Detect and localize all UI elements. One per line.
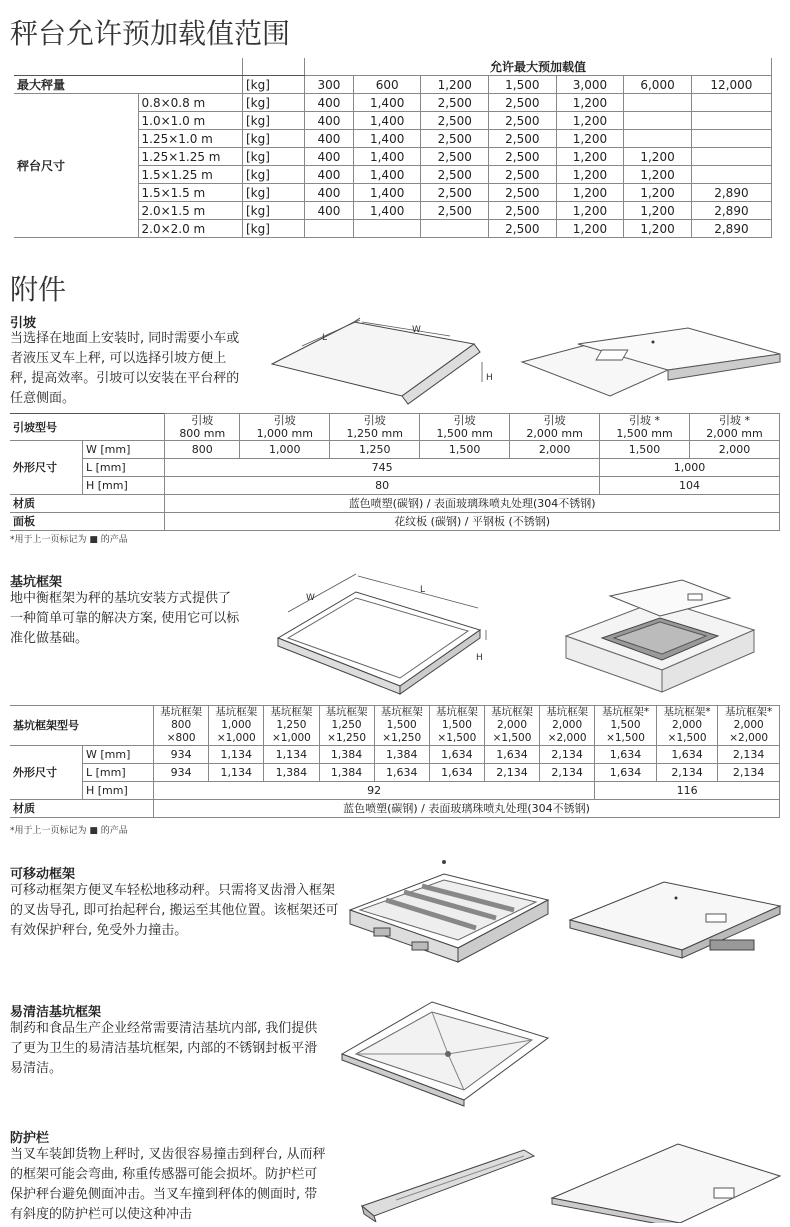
pit-l-cell: 2,134 (484, 764, 539, 782)
ramp-dim-label: 外形尺寸 (10, 441, 83, 495)
value-cell: 2,890 (691, 202, 771, 220)
preload-header: 允许最大预加载值 (305, 58, 772, 76)
pit-type-line: ×1,500 (667, 732, 707, 744)
pit-type-cell (718, 706, 780, 746)
value-cell: 400 (305, 148, 354, 166)
value-cell: 1,400 (353, 148, 421, 166)
mobile-desc: 可移动框架方便叉车轻松地移动秤。只需将叉齿滑入框架的叉齿导孔, 即可抬起秤台, 搬运至其他位置。该框架还可有效保护秤台, 免受外力撞击。 (10, 883, 339, 938)
ramp-type-cell (420, 414, 510, 441)
ramp-type-line: 1,250 mm (346, 427, 403, 440)
pit-l-cell: 1,634 (595, 764, 657, 782)
value-cell: 2,500 (489, 94, 557, 112)
preload-table (14, 58, 772, 238)
ramp-type-label: 引坡型号 (10, 414, 165, 441)
value-cell: 2,890 (691, 220, 771, 238)
value-cell: 1,200 (556, 94, 624, 112)
unit-cell: [kg] (243, 94, 305, 112)
ramp-material: 蓝色喷塑(碳钢) / 表面玻璃珠喷丸处理(304不锈钢) (165, 495, 780, 513)
mobile-frame-illustration (346, 858, 552, 976)
ramp-illustration (262, 316, 502, 408)
ramp-l-a: 745 (165, 459, 600, 477)
value-cell (305, 220, 354, 238)
pit-type-line: ×800 (166, 732, 196, 744)
pit-material-label: 材质 (10, 800, 154, 818)
pit-l-cell: 1,134 (209, 764, 264, 782)
value-cell: 2,500 (421, 184, 489, 202)
pit-installed-illustration (562, 578, 758, 694)
unit-cell: [kg] (243, 76, 305, 94)
ramp-w-cell: 1,500 (420, 441, 510, 459)
value-cell: 1,200 (624, 202, 692, 220)
pit-type-line: ×1,500 (437, 732, 477, 744)
value-cell: 1,200 (624, 184, 692, 202)
pit-w-cell: 1,634 (656, 746, 718, 764)
value-cell: 1,200 (556, 166, 624, 184)
pit-w-unit: W [mm] (83, 746, 154, 764)
ramp-title: 引坡 (10, 316, 37, 331)
value-cell: 400 (305, 202, 354, 220)
value-cell (691, 112, 771, 130)
value-cell: 1,200 (556, 112, 624, 130)
preload-table-wrap (14, 58, 772, 238)
value-cell: 2,500 (421, 130, 489, 148)
value-cell (691, 166, 771, 184)
pit-note: *用于上一页标记为 ■ 的产品 (10, 826, 128, 836)
size-cell: 1.25×1.25 m (138, 148, 243, 166)
ramp-w-cell: 1,000 (240, 441, 330, 459)
ramp-type-line: 引坡 (543, 414, 566, 427)
pit-type-cell (264, 706, 319, 746)
value-cell: 2,500 (489, 220, 557, 238)
pit-type-cell (656, 706, 718, 746)
pit-w-cell: 1,134 (209, 746, 264, 764)
value-cell: 2,500 (489, 112, 557, 130)
pit-material: 蓝色喷塑(碳钢) / 表面玻璃珠喷丸处理(304不锈钢) (154, 800, 780, 818)
value-cell (691, 94, 771, 112)
pit-type-line: 基坑框架* (725, 706, 773, 718)
size-cell: 2.0×2.0 m (138, 220, 243, 238)
value-cell: 2,500 (421, 94, 489, 112)
guard-platform-illustration (548, 1136, 784, 1223)
ramp-type-line: 引坡 (453, 414, 476, 427)
value-cell: 1,400 (353, 94, 421, 112)
value-cell: 1,200 (624, 166, 692, 184)
value-cell: 1,200 (556, 220, 624, 238)
ramp-material-label: 材质 (10, 495, 165, 513)
value-cell: 400 (305, 184, 354, 202)
ramp-type-cell (165, 414, 240, 441)
pit-type-line: 2,000 (733, 719, 764, 731)
pit-h-unit: H [mm] (83, 782, 154, 800)
pit-type-line: ×1,250 (327, 732, 366, 744)
mobile-platform-illustration (566, 870, 784, 964)
ramp-desc: 当选择在地面上安装时, 同时需要小车或者液压叉车上秤, 可以选择引坡方便上秤, 提高效率。引坡可以安装在平台秤的任意侧面。 (10, 331, 240, 406)
value-cell: 2,500 (489, 148, 557, 166)
value-cell: 1,400 (353, 166, 421, 184)
ramp-panel-label: 面板 (10, 513, 165, 531)
pit-label-l: L (420, 585, 426, 595)
pit-type-line: 2,000 (672, 719, 703, 731)
pit-l-cell: 2,134 (718, 764, 780, 782)
pit-h-b: 116 (595, 782, 780, 800)
unit-cell: [kg] (243, 112, 305, 130)
value-cell: 1,200 (624, 148, 692, 166)
value-cell: 1,400 (353, 130, 421, 148)
pit-type-line: ×1,000 (216, 732, 256, 744)
value-cell: 400 (305, 94, 354, 112)
capacity-header: 1,500 (489, 76, 557, 94)
ramp-l-b: 1,000 (600, 459, 780, 477)
pit-w-cell: 2,134 (718, 746, 780, 764)
value-cell (624, 130, 692, 148)
pit-dim-label: 外形尺寸 (10, 746, 83, 800)
pit-type-line: ×2,000 (729, 732, 769, 744)
value-cell: 2,500 (489, 202, 557, 220)
ramp-type-cell (690, 414, 780, 441)
size-cell: 0.8×0.8 m (138, 94, 243, 112)
ramp-w-cell: 1,250 (330, 441, 420, 459)
unit-cell: [kg] (243, 130, 305, 148)
size-label: 秤台尺寸 (14, 94, 138, 238)
ramp-w-cell: 1,500 (600, 441, 690, 459)
ramp-type-cell (330, 414, 420, 441)
pit-type-line: 1,250 (331, 719, 362, 731)
value-cell: 2,500 (421, 202, 489, 220)
value-cell (624, 94, 692, 112)
clean-desc: 制药和食品生产企业经常需要清洁基坑内部, 我们提供了更为卫生的易清洁基坑框架, 内部的不锈钢封板平滑易清洁。 (10, 1021, 318, 1076)
pit-l-cell: 1,634 (429, 764, 484, 782)
size-cell: 1.0×1.0 m (138, 112, 243, 130)
pit-type-line: 基坑框架 (270, 706, 313, 718)
ramp-l-unit: L [mm] (83, 459, 165, 477)
pit-l-cell: 2,134 (656, 764, 718, 782)
value-cell: 1,400 (353, 184, 421, 202)
max-capacity-label: 最大秤量 (14, 76, 243, 94)
value-cell: 400 (305, 166, 354, 184)
value-cell: 2,500 (489, 166, 557, 184)
pit-type-line: 基坑框架 (490, 706, 533, 718)
value-cell: 1,200 (556, 184, 624, 202)
value-cell: 2,500 (489, 184, 557, 202)
value-cell: 1,200 (556, 202, 624, 220)
pit-type-line: 基坑框架 (325, 706, 368, 718)
pit-w-cell: 934 (154, 746, 209, 764)
pit-h-a: 92 (154, 782, 595, 800)
value-cell (691, 130, 771, 148)
ramp-h-a: 80 (165, 477, 600, 495)
value-cell: 1,400 (353, 112, 421, 130)
pit-w-cell: 1,634 (595, 746, 657, 764)
pit-table-wrap (10, 705, 780, 818)
value-cell: 400 (305, 112, 354, 130)
pit-type-line: 1,500 (441, 719, 472, 731)
pit-l-cell: 1,384 (319, 764, 374, 782)
value-cell: 2,500 (421, 166, 489, 184)
table-row (14, 94, 772, 112)
pit-l-cell: 934 (154, 764, 209, 782)
capacity-header: 12,000 (691, 76, 771, 94)
ramp-type-line: 2,000 mm (526, 427, 583, 440)
value-cell (691, 148, 771, 166)
capacity-header: 300 (305, 76, 354, 94)
value-cell: 2,500 (489, 130, 557, 148)
unit-cell: [kg] (243, 202, 305, 220)
ramp-w-cell: 2,000 (690, 441, 780, 459)
ramp-w-cell: 800 (165, 441, 240, 459)
ramp-note: *用于上一页标记为 ■ 的产品 (10, 535, 128, 545)
ramp-type-line: 1,500 mm (436, 427, 493, 440)
ramp-type-line: 1,000 mm (256, 427, 313, 440)
pit-type-line: ×1,000 (272, 732, 311, 744)
pit-type-line: 基坑框架* (601, 706, 650, 718)
pit-desc: 地中衡框架为秤的基坑安装方式提供了一种简单可靠的解决方案, 使用它可以标准化做基础。 (10, 591, 240, 646)
label-l: L (322, 333, 328, 343)
guard-rail-illustration (356, 1136, 540, 1222)
pit-type-line: ×1,500 (606, 732, 645, 744)
pit-type-cell (484, 706, 539, 746)
pit-type-line: 基坑框架 (215, 706, 258, 718)
pit-type-line: 1,500 (610, 719, 641, 731)
pit-l-unit: L [mm] (83, 764, 154, 782)
size-cell: 1.5×1.25 m (138, 166, 243, 184)
value-cell: 1,200 (556, 148, 624, 166)
ramp-type-cell (510, 414, 600, 441)
pit-type-line: 1,000 (221, 719, 252, 731)
pit-type-line: 基坑框架 (160, 706, 203, 718)
pit-type-cell (154, 706, 209, 746)
ramp-type-cell (600, 414, 690, 441)
pit-type-cell (209, 706, 264, 746)
pit-table (10, 705, 780, 818)
pit-type-line: 基坑框架* (663, 706, 711, 718)
pit-type-label: 基坑框架型号 (10, 706, 154, 746)
size-cell: 2.0×1.5 m (138, 202, 243, 220)
label-w: W (412, 325, 421, 335)
ramp-type-cell (240, 414, 330, 441)
ramp-panel: 花纹板 (碳钢) / 平钢板 (不锈钢) (165, 513, 780, 531)
guard-title: 防护栏 (10, 1131, 50, 1146)
pit-type-line: 1,500 (386, 719, 417, 731)
page-title: 秤台允许预加载值范围 (10, 17, 291, 50)
ramp-type-line: 2,000 mm (706, 427, 763, 440)
pit-type-line: 基坑框架 (435, 706, 478, 718)
unit-cell: [kg] (243, 220, 305, 238)
size-cell: 1.25×1.0 m (138, 130, 243, 148)
unit-cell: [kg] (243, 184, 305, 202)
pit-type-line: 2,000 (552, 719, 583, 731)
pit-w-cell: 2,134 (540, 746, 595, 764)
pit-type-cell (595, 706, 657, 746)
ramp-type-line: 引坡 (363, 414, 386, 427)
pit-type-line: 1,250 (276, 719, 307, 731)
pit-type-cell (429, 706, 484, 746)
value-cell: 400 (305, 130, 354, 148)
unit-cell: [kg] (243, 148, 305, 166)
pit-label-h: H (476, 653, 483, 663)
pit-type-line: ×2,000 (547, 732, 587, 744)
pit-type-cell (374, 706, 429, 746)
value-cell: 2,500 (421, 148, 489, 166)
size-cell: 1.5×1.5 m (138, 184, 243, 202)
label-h: H (486, 373, 493, 383)
pit-label-w: W (306, 593, 315, 603)
pit-title: 基坑框架 (10, 575, 63, 590)
clean-frame-illustration (336, 996, 552, 1108)
clean-title: 易清洁基坑框架 (10, 1005, 102, 1020)
ramp-table (10, 413, 780, 531)
ramp-h-unit: H [mm] (83, 477, 165, 495)
ramp-type-line: 引坡 * (719, 414, 750, 427)
ramp-type-line: 引坡 (191, 414, 214, 427)
pit-type-line: ×1,250 (382, 732, 422, 744)
capacity-header: 600 (353, 76, 421, 94)
pit-type-line: 800 (171, 719, 192, 731)
value-cell (624, 112, 692, 130)
pit-l-cell: 1,384 (264, 764, 319, 782)
ramp-table-wrap (10, 413, 780, 531)
ramp-h-b: 104 (600, 477, 780, 495)
pit-type-cell (540, 706, 595, 746)
value-cell: 1,200 (556, 130, 624, 148)
ramp-platform-illustration (518, 322, 786, 400)
ramp-w-unit: W [mm] (83, 441, 165, 459)
mobile-title: 可移动框架 (10, 867, 76, 882)
guard-desc: 当叉车装卸货物上秤时, 叉齿很容易撞击到秤台, 从而秤的框架可能会弯曲, 称重传感器可能会损坏。防护栏可保护秤台避免侧面冲击。当叉车撞到秤体的侧面时, 带有斜度的防护栏可以使这种冲击 (10, 1147, 326, 1222)
pit-type-line: 基坑框架 (380, 706, 423, 718)
ramp-type-line: 引坡 * (629, 414, 661, 427)
capacity-header: 3,000 (556, 76, 624, 94)
value-cell: 1,400 (353, 202, 421, 220)
pit-w-cell: 1,384 (319, 746, 374, 764)
value-cell: 2,500 (421, 112, 489, 130)
pit-w-cell: 1,634 (484, 746, 539, 764)
unit-cell: [kg] (243, 166, 305, 184)
pit-l-cell: 2,134 (540, 764, 595, 782)
value-cell: 2,890 (691, 184, 771, 202)
pit-w-cell: 1,384 (374, 746, 429, 764)
pit-type-line: ×1,500 (492, 732, 532, 744)
ramp-type-line: 引坡 (273, 414, 296, 427)
capacity-header: 6,000 (624, 76, 692, 94)
accessories-title: 附件 (10, 273, 67, 306)
capacity-header: 1,200 (421, 76, 489, 94)
pit-w-cell: 1,634 (429, 746, 484, 764)
pit-w-cell: 1,134 (264, 746, 319, 764)
pit-l-cell: 1,634 (374, 764, 429, 782)
ramp-type-line: 1,500 mm (616, 427, 673, 440)
pit-type-line: 2,000 (496, 719, 528, 731)
value-cell (353, 220, 421, 238)
ramp-type-line: 800 mm (179, 427, 226, 440)
value-cell: 1,200 (624, 220, 692, 238)
pit-frame-illustration (258, 568, 500, 698)
value-cell (421, 220, 489, 238)
pit-type-line: 基坑框架 (546, 706, 589, 718)
pit-type-cell (319, 706, 374, 746)
ramp-w-cell: 2,000 (510, 441, 600, 459)
